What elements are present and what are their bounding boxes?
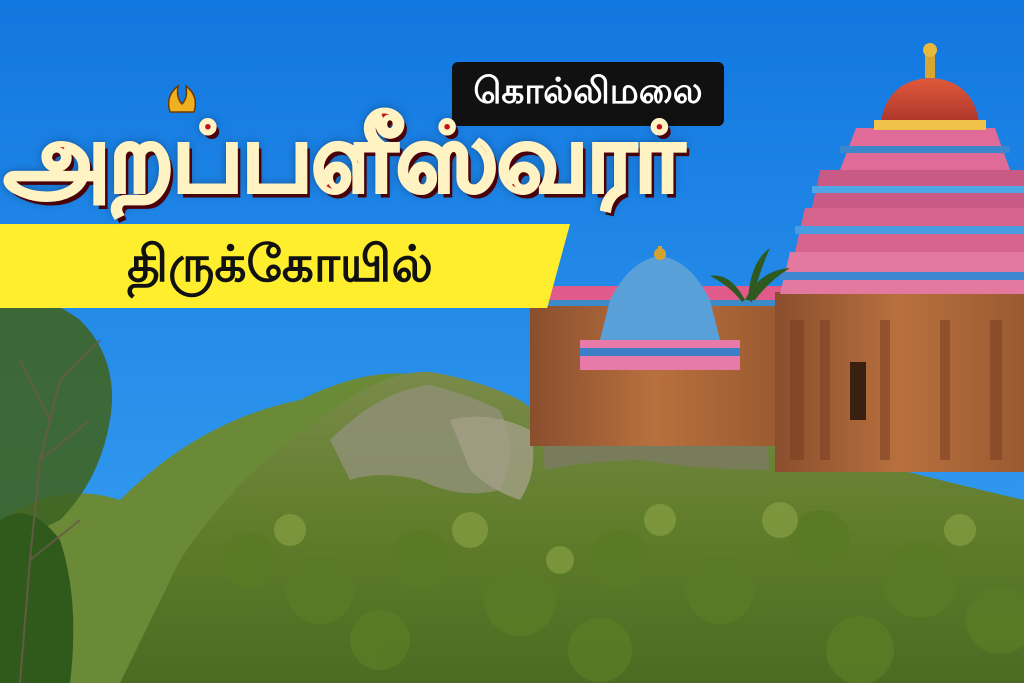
- place-label: கொல்லிமலை: [473, 71, 703, 112]
- subtitle-text: திருக்கோயில்: [127, 234, 433, 293]
- temple-name-title: அறப்பளீஸ்வரர்: [4, 101, 683, 214]
